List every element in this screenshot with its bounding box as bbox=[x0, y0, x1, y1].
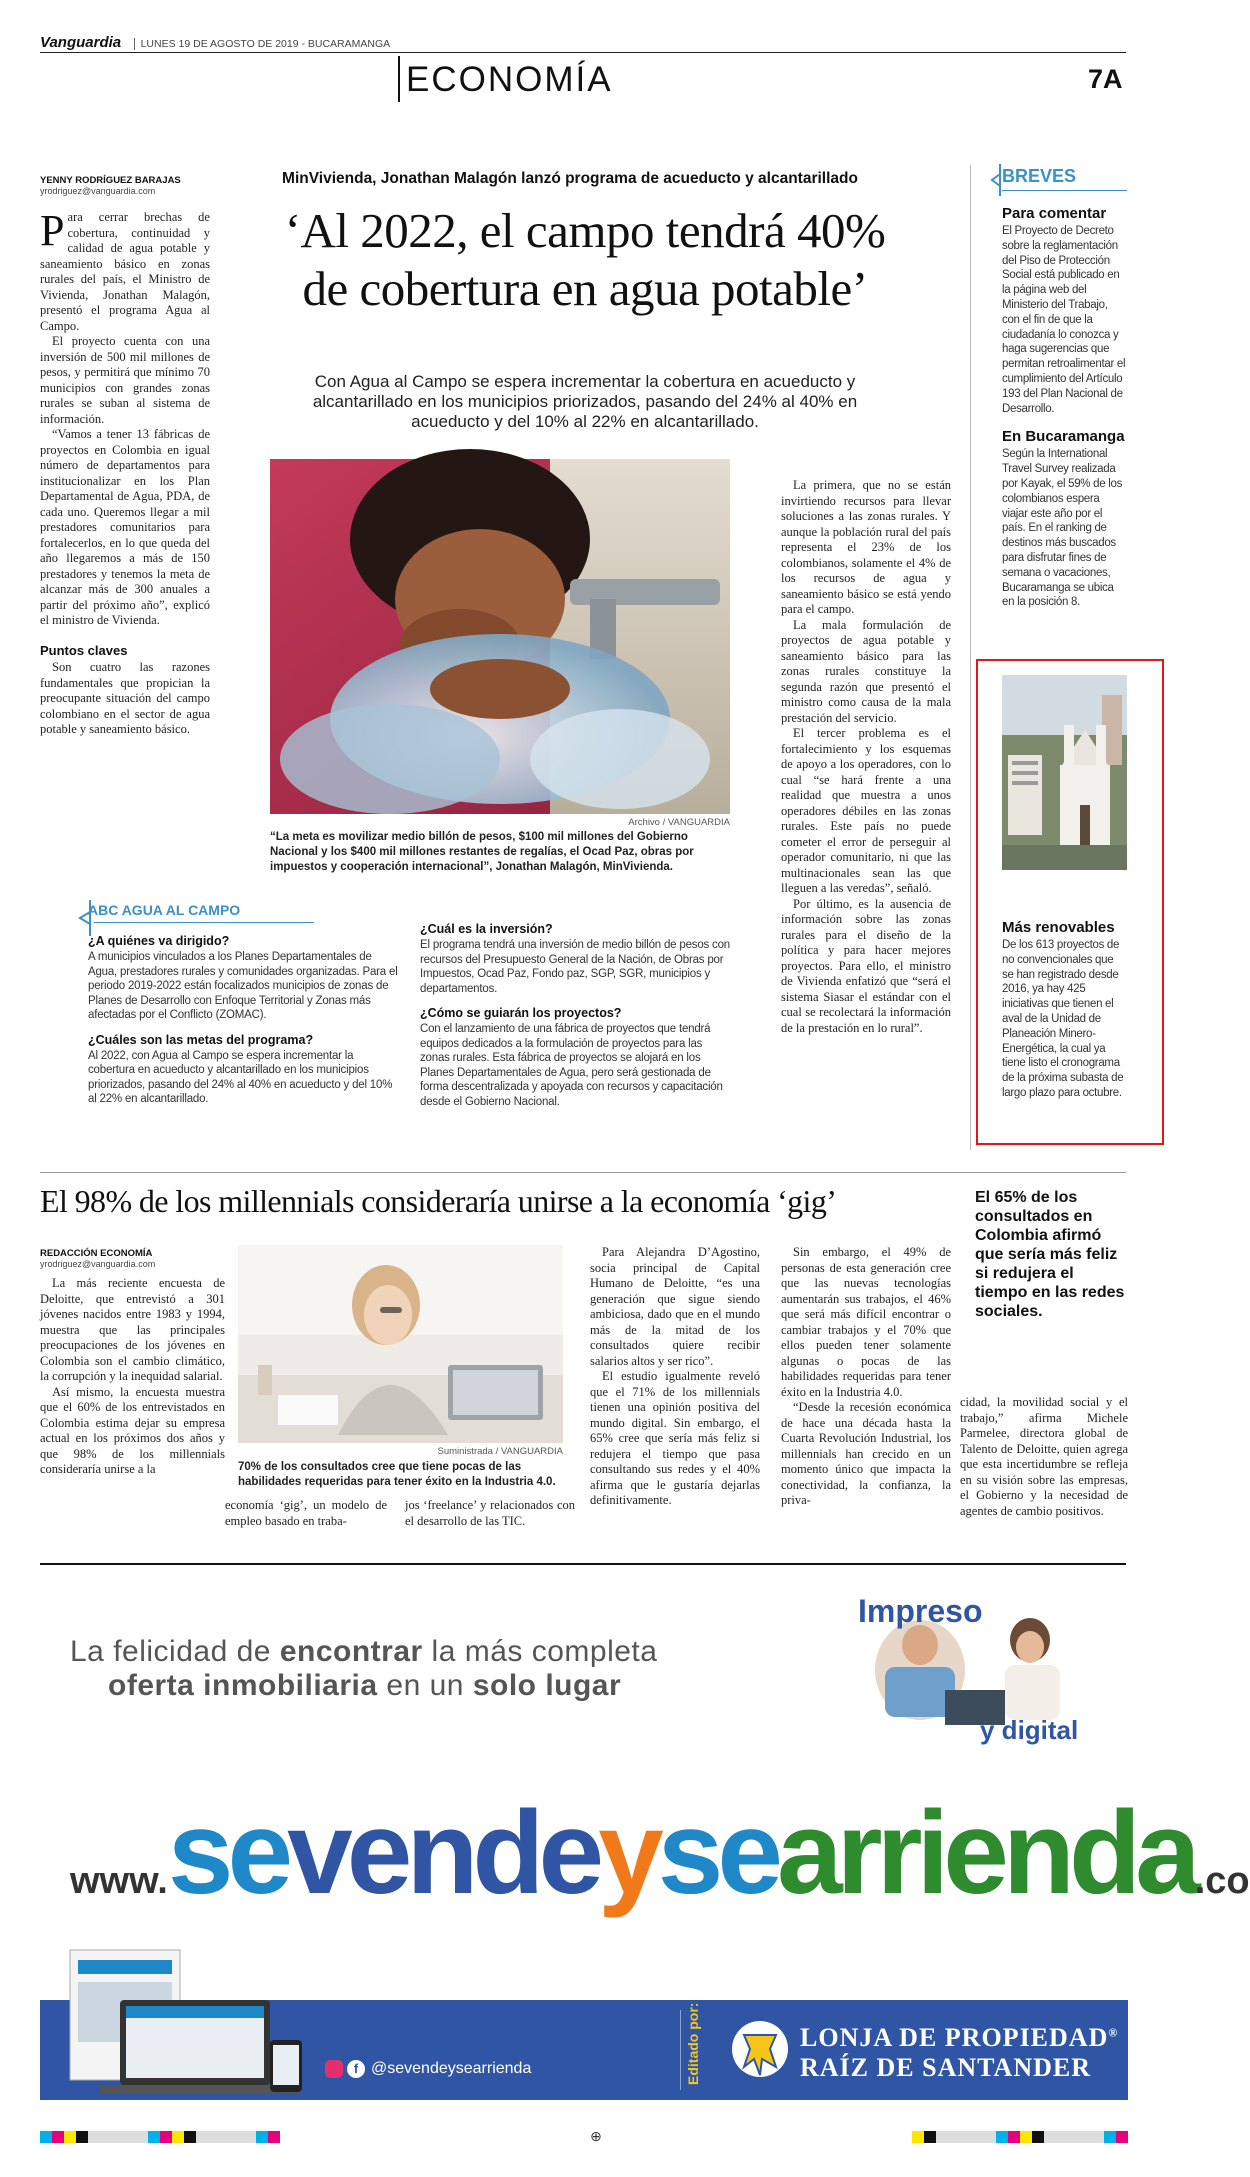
ad-editado: Editado por: bbox=[685, 2002, 701, 2085]
author-email: yrodriguez@vanguardia.com bbox=[40, 186, 156, 196]
print-color-strip bbox=[40, 2130, 1128, 2144]
ad-brand-co: .co bbox=[1194, 1860, 1250, 1902]
author-byline bbox=[40, 175, 220, 196]
facebook-icon[interactable]: f bbox=[347, 2060, 365, 2078]
abc-answer: Con el lanzamiento de una fábrica de proyectos que tendrá equipos dedicados a la formulación de proyectos para las zonas rurales. Esta fábrica de proyectos se alojará en los Planes Departamentales de Agua, pero será gestionada de forma descentralizada y apoyada con recursos y capacitación desde el Gobierno Nacional. bbox=[420, 1023, 723, 1108]
main-photo-caption: “La meta es movilizar medio billón de pesos, $100 mil millones del Gobierno Nacional y los $400 mil millones restantes de regalías, el Ocad Paz, obras por impuestos y cooperación internacional”, Jonathan Malagón, MinVivienda. bbox=[270, 831, 694, 873]
abc-question: ¿A quiénes va dirigido? bbox=[88, 934, 230, 948]
swatch bbox=[936, 2131, 996, 2143]
abc-question: ¿Cómo se guiarán los proyectos? bbox=[420, 1006, 622, 1020]
paragraph: Son cuatro las razones fundamentales que propician la preocupante situación del campo colombiano en el sector de agua potable y saneamiento básico. bbox=[40, 660, 210, 736]
swatch bbox=[924, 2131, 936, 2143]
ad-tagline-part: en un bbox=[377, 1669, 473, 1702]
abc-question: ¿Cuál es la inversión? bbox=[420, 922, 553, 936]
lonja-name bbox=[800, 2023, 1118, 2083]
gig-column-1 bbox=[40, 1276, 225, 1478]
author-name: YENNY RODRÍGUEZ BARAJAS bbox=[40, 175, 181, 186]
swatch bbox=[1020, 2131, 1032, 2143]
real-estate-ad[interactable] bbox=[40, 1575, 1250, 2120]
swatch bbox=[160, 2131, 172, 2143]
swatch bbox=[996, 2131, 1008, 2143]
gig-photo bbox=[238, 1245, 563, 1443]
breves-top bbox=[1002, 205, 1127, 655]
masthead bbox=[40, 34, 1126, 54]
breves-divider bbox=[970, 165, 971, 1150]
swatch bbox=[148, 2131, 160, 2143]
paragraph: La más reciente encuesta de Deloitte, que entrevistó a 301 jóvenes nacidos entre 1983 y 1994, muestra que las principales preocupaciones de los jóvenes en Colombia son el cambio climático, la corrupción y la inequidad salarial. bbox=[40, 1276, 225, 1383]
breve-renovables bbox=[1002, 919, 1127, 1101]
gig-column-5: cidad, la movilidad social y el trabajo,” afirma Michele Parmelee, directora global de Talento de Deloitte, quien agrega que esta incertidumbre se refleja en su visión sobre las empresas, el Gobierno y la necesidad de agentes de cambio positivos. bbox=[960, 1395, 1128, 1518]
devices-mockup bbox=[60, 1930, 310, 2100]
abc-answer: A municipios vinculados a los Planes Departamentales de Agua, prestadores rurales y comunidades organizadas. Para el periodo 2019-2022 están focalizados municipios de zonas de Planes de Desarrollo con Enfoque Territorial y Zonas más afectadas por el Conflicto (ZOMAC). bbox=[88, 951, 398, 1021]
ad-brand[interactable] bbox=[70, 1785, 1250, 1921]
swatch bbox=[76, 2131, 88, 2143]
section-divider bbox=[398, 56, 400, 102]
ad-brand-vende: vende bbox=[287, 1787, 599, 1919]
paragraph: “Vamos a tener 13 fábricas de proyectos en Colombia en igual número de departamentos para institucionalizar en los Plan Departamental de Agua, PDA, de cada uno. Queremos llegar a mil prestadores comunitarios para fortalecerlos, en lo que queda del año llegaremos a más de 150 prestadores y tenemos la meta de alcanzar más de 300 anuales a partir del próximo año”, explicó el ministro de Vivienda. bbox=[40, 427, 210, 627]
bucaramanga-church-photo bbox=[1002, 675, 1127, 870]
story-kicker: MinVivienda, Jonathan Malagón lanzó programa de acueducto y alcantarillado bbox=[282, 170, 858, 187]
ad-tagline-bold: solo lugar bbox=[472, 1669, 622, 1702]
drop-cap: P bbox=[40, 206, 65, 255]
abc-question: ¿Cuáles son las metas del programa? bbox=[88, 1032, 314, 1047]
breves-title: BREVES bbox=[1002, 166, 1077, 186]
man-drinking-water-photo bbox=[270, 459, 730, 814]
main-photo bbox=[270, 459, 730, 814]
paragraph: ara cerrar brechas de cobertura, continuidad y calidad de agua potable y saneamiento básico en zonas rurales del país, el Ministro de Vivienda, Jonathan Malagón, presentó el programa Agua al Campo. bbox=[40, 210, 210, 333]
gig-column-3 bbox=[590, 1245, 760, 1509]
section-rule bbox=[40, 1172, 1126, 1173]
gig-photo-credit: Suministrada / VANGUARDIA bbox=[437, 1446, 563, 1457]
ad-www: www. bbox=[70, 1860, 168, 1902]
lonja-line-2: RAÍZ DE SANTANDER bbox=[800, 2053, 1092, 2082]
abc-right-column bbox=[420, 922, 732, 1109]
swatch bbox=[40, 2131, 52, 2143]
swatch bbox=[1044, 2131, 1104, 2143]
breve-text: De los 613 proyectos de no convencionales que se han registrado desde 2016, ya hay 425 iniciativas que tienen el aval de la Unidad de Planeación Minero-Energética, la cual ya tiene listo el cronograma de la próxima subasta de largo plazo para octubre. bbox=[1002, 939, 1124, 1099]
swatch bbox=[256, 2131, 268, 2143]
ad-footer-divider bbox=[680, 2010, 681, 2090]
swatch bbox=[1116, 2131, 1128, 2143]
breve-heading: Más renovables bbox=[1002, 919, 1115, 936]
paragraph: Sin embargo, el 49% de personas de esta generación cree que las nuevas tecnologías aumentarán sus trabajos, el 46% que será más difícil encontrar o cambiar trabajos y el 70% que ellos pueden tener solamente algunas o pocas de las habilidades requeridas para tener éxito en la Industria 4.0. bbox=[781, 1245, 951, 1399]
ad-brand-se2: se bbox=[657, 1787, 778, 1919]
lonja-logo-icon bbox=[730, 2015, 790, 2085]
brand-logo: Vanguardia bbox=[40, 34, 122, 51]
ad-brand-se: se bbox=[167, 1787, 288, 1919]
lonja-line-1: LONJA DE PROPIEDAD bbox=[800, 2023, 1109, 2052]
paragraph: Así mismo, la encuesta muestra que el 60% de los entrevistados en Colombia estima dejar su empresa actual en los próximos dos años y que 98% de los millennials consideraría unirse a la bbox=[40, 1384, 225, 1476]
breve-heading: Para comentar bbox=[1002, 205, 1107, 222]
ad-impreso: Impreso bbox=[858, 1593, 983, 1629]
abc-answer: El programa tendrá una inversión de medio billón de pesos con recursos del Presupuesto General de la Nación, de Obras por Impuestos, Ocad Paz, Fondo paz, SGP, SGR, municipios y departamentos. bbox=[420, 939, 730, 995]
paragraph: Para Alejandra D’Agostino, socia principal de Capital Humano de Deloitte, “es una generación que sigue siendo ambiciosa, dado que en el mundo más de la mitad de los consultados quiere recibir salarios altos y ser rico”. bbox=[590, 1245, 760, 1368]
paragraph: El proyecto cuenta con una inversión de 500 mil millones de pesos, y permitirá que mínimo 70 municipios con grandes zonas rurales se suban al sistema de información. bbox=[40, 334, 210, 426]
headline-line-1: ‘Al 2022, el campo tendrá 40% bbox=[284, 203, 886, 258]
paragraph: El estudio igualmente reveló que el 71% de los millennials tienen una opinión positiva del mundo digital. Sin embargo, el 65% cree que sería más feliz si redujera el tiempo que pasa consultando sus redes y el 40% afirma que le gustaría dejarlas definitivamente. bbox=[590, 1369, 760, 1507]
abc-left-column bbox=[88, 934, 400, 1107]
gig-under-photo-b: jos ‘freelance’ y relacionados con el desarrollo de las TIC. bbox=[405, 1498, 575, 1528]
ad-tagline-bold: encontrar bbox=[279, 1635, 423, 1668]
page-number: 7A bbox=[1088, 64, 1123, 94]
ad-tagline bbox=[70, 1635, 830, 1703]
paragraph: La primera, que no se están invirtiendo recursos para llevar soluciones a las zonas rurales. Y aunque la población rural del país representa el 23% de los colombianos, solamente el 4% de los recursos de agua y saneamiento básico se está yendo para el campo. bbox=[781, 478, 951, 616]
ad-brand-arrienda: arrienda bbox=[777, 1787, 1195, 1919]
masthead-rule bbox=[40, 52, 1126, 53]
gig-photo-caption: 70% de los consultados cree que tiene pocas de las habilidades requeridas para tener éxito en la Industria 4.0. bbox=[238, 1461, 556, 1488]
abc-answer: Al 2022, con Agua al Campo se espera incrementar la cobertura en acueducto y alcantarillado en los municipios priorizados, pasando del 24% al 40% en acueducto y del 10% al 22% en alcantarillado. bbox=[88, 1049, 393, 1105]
woman-laptop-photo bbox=[238, 1245, 563, 1443]
swatch bbox=[912, 2131, 924, 2143]
author-name: REDACCIÓN ECONOMÍA bbox=[40, 1248, 153, 1259]
paragraph: La mala formulación de proyectos de agua potable y saneamiento básico para las zonas rurales constituye la segunda razón que presentó el ministro como causa de la mala prestación del servicio. bbox=[781, 617, 951, 725]
swatch bbox=[1104, 2131, 1116, 2143]
gig-under-photo-a: economía ‘gig’, un modelo de empleo basado en traba- bbox=[225, 1498, 387, 1528]
subhead: Puntos claves bbox=[40, 642, 128, 658]
swatch bbox=[64, 2131, 76, 2143]
ad-brand-y: y bbox=[598, 1787, 658, 1919]
swatch bbox=[1032, 2131, 1044, 2143]
paragraph: El tercer problema es el fortalecimiento y los esquemas de apoyo a los operadores, con lo cual “se hará frente a una realidad que muestra a unos operadores débiles en las zonas rurales. Este país no puede cometer el error de perseguir al operador comunitario, ni que las multinacionales sean las que lleguen a las veredas”, señaló. bbox=[781, 726, 951, 895]
gig-headline: El 98% de los millennials consideraría unirse a la economía ‘gig’ bbox=[40, 1183, 837, 1219]
section-title: ECONOMÍA bbox=[406, 60, 613, 99]
swatch bbox=[172, 2131, 184, 2143]
ad-tagline-bold: oferta inmobiliaria bbox=[108, 1669, 378, 1702]
abc-box bbox=[78, 898, 758, 1148]
headline-line-2: de cobertura en agua potable’ bbox=[302, 261, 868, 316]
paragraph: “Desde la recesión económica de hace una década hasta la Cuarta Revolución Industrial, los millennials han crecido en un momento único que impacta la conectividad, la confianza, la priva- bbox=[781, 1400, 951, 1507]
ad-social[interactable] bbox=[325, 2060, 531, 2078]
story-column-3 bbox=[781, 478, 951, 1036]
main-photo-credit: Archivo / VANGUARDIA bbox=[628, 817, 730, 828]
gig-pullquote: El 65% de los consultados en Colombia afirmó que sería más feliz si redujera el tiempo en las redes sociales. bbox=[975, 1189, 1125, 1320]
gig-byline bbox=[40, 1248, 190, 1269]
author-email: yrodriguez@vanguardia.com bbox=[40, 1259, 156, 1269]
ad-tagline-part: La felicidad de bbox=[70, 1635, 280, 1668]
social-handle: @sevendeysearrienda bbox=[371, 2060, 532, 2078]
gig-column-4 bbox=[781, 1245, 951, 1509]
breves-rule bbox=[1002, 190, 1127, 191]
breve-highlight-box bbox=[976, 659, 1164, 1145]
registered-mark: ® bbox=[1108, 2025, 1119, 2040]
swatch bbox=[268, 2131, 280, 2143]
swatch bbox=[88, 2131, 148, 2143]
breve-heading: En Bucaramanga bbox=[1002, 428, 1125, 446]
ad-ydigital: y digital bbox=[980, 1715, 1079, 1745]
instagram-icon[interactable] bbox=[325, 2060, 343, 2078]
story-headline bbox=[240, 202, 930, 318]
breve-text: Según la International Travel Survey realizada por Kayak, el 59% de los colombianos espera viajar este año por el país. En el ranking de destinos más buscados para disfrutar fines de semana o vacaciones, Bucaramanga se ubica en la posición 8. bbox=[1002, 448, 1123, 609]
dateline: LUNES 19 DE AGOSTO DE 2019 - BUCARAMANGA bbox=[134, 38, 391, 50]
abc-title: ABC AGUA AL CAMPO bbox=[88, 902, 241, 918]
swatch bbox=[1008, 2131, 1020, 2143]
story-column-1 bbox=[40, 206, 210, 738]
breve-text: El Proyecto de Decreto sobre la reglamentación del Piso de Protección Social está publicado en la página web del Ministerio del Trabajo, con el fin de que la ciudadanía lo conozca y haga sugerencias que permitan retroalimentar el cumplimiento del Artículo 193 del Plan Nacional de Desarrollo. bbox=[1002, 225, 1126, 415]
abc-title-rule bbox=[94, 922, 314, 923]
swatch bbox=[52, 2131, 64, 2143]
swatch bbox=[184, 2131, 196, 2143]
swatch bbox=[196, 2131, 256, 2143]
paragraph: Por último, es la ausencia de información sobre las zonas rurales para el diseño de la política y para hacer mejores proyectos. Para ello, el ministro de Vivienda enfatizó que “será el sistema Siasar el estándar con el cual se recolectará la información de la prestación en lo rural”. bbox=[781, 896, 951, 1035]
ad-top-rule bbox=[40, 1563, 1126, 1565]
story-deck: Con Agua al Campo se espera incrementar la cobertura en acueducto y alcantarillado en los municipios priorizados, pasando del 24% al 40% en acueducto y del 10% al 22% en alcantarillado. bbox=[312, 372, 858, 431]
ad-tagline-part: la más completa bbox=[422, 1635, 658, 1668]
registration-mark-icon: ⊕ bbox=[590, 2129, 602, 2145]
